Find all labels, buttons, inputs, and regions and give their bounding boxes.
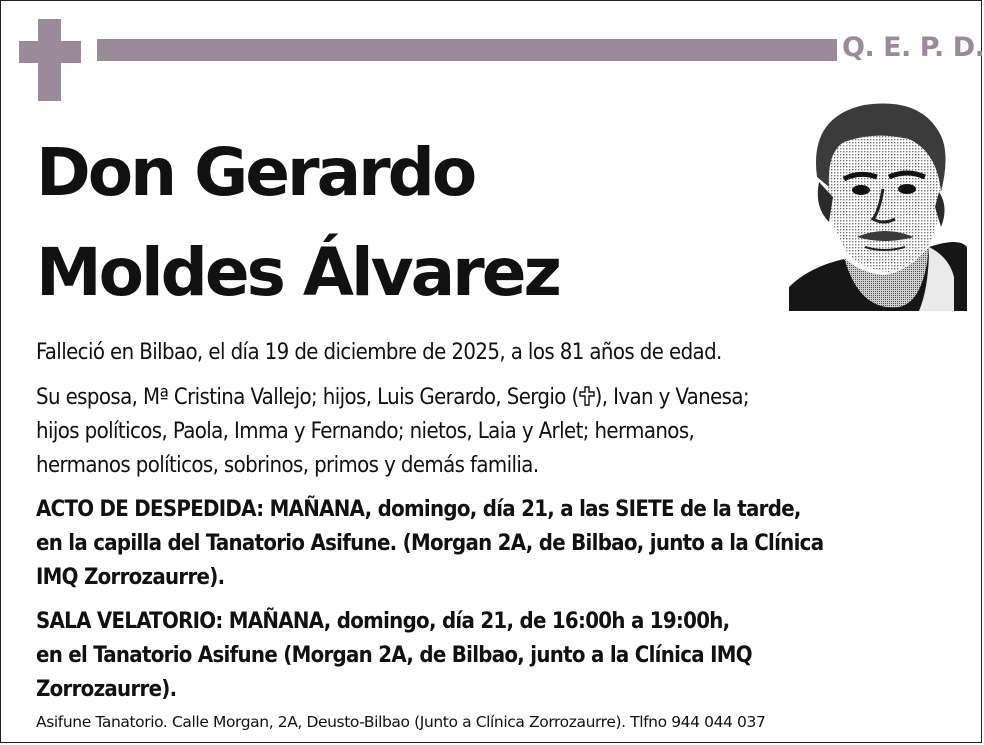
farewell-line-3: IMQ Zorrozaurre). (36, 565, 225, 590)
family-paragraph (36, 381, 966, 483)
family-line-1: Su esposa, Mª Cristina Vallejo; hijos, Luis Gerardo, Sergio ( ), Ivan y Vanesa; (36, 385, 749, 410)
farewell-line-2: en la capilla del Tanatorio Asifune. (Morgan 2A, de Bilbao, junto a la Clínica (36, 531, 824, 556)
deceased-cross-icon (579, 386, 595, 406)
farewell-paragraph (36, 493, 966, 595)
cross-icon (19, 19, 81, 101)
header-bar (97, 39, 837, 61)
qepd-label: Q. E. P. D. (842, 32, 984, 63)
farewell-line-1: ACTO DE DESPEDIDA: MAÑANA, domingo, día 21, a las SIETE de la tarde, (36, 497, 801, 522)
wake-line-1: SALA VELATORIO: MAÑANA, domingo, día 21, de 16:00h a 19:00h, (36, 609, 730, 634)
wake-paragraph (36, 605, 966, 707)
wake-line-2: en el Tanatorio Asifune (Morgan 2A, de Bilbao, junto a la Clínica IMQ (36, 643, 752, 668)
family-line-3: hermanos políticos, sobrinos, primos y demás familia. (36, 453, 539, 478)
funeral-home-footer: Asifune Tanatorio. Calle Morgan, 2A, Deusto-Bilbao (Junto a Clínica Zorrozaurre). Tlfno 944 044 037 (36, 713, 766, 731)
wake-line-3: Zorrozaurre). (36, 677, 177, 702)
deceased-name-line1: Don Gerardo (36, 134, 475, 211)
family-line-2: hijos políticos, Paola, Imma y Fernando; nietos, Laia y Arlet; hermanos, (36, 419, 695, 444)
deceased-name-line2: Moldes Álvarez (36, 234, 559, 311)
portrait-photo (789, 97, 967, 311)
death-notice: Falleció en Bilbao, el día 19 de diciembre de 2025, a los 81 años de edad. (36, 340, 722, 365)
